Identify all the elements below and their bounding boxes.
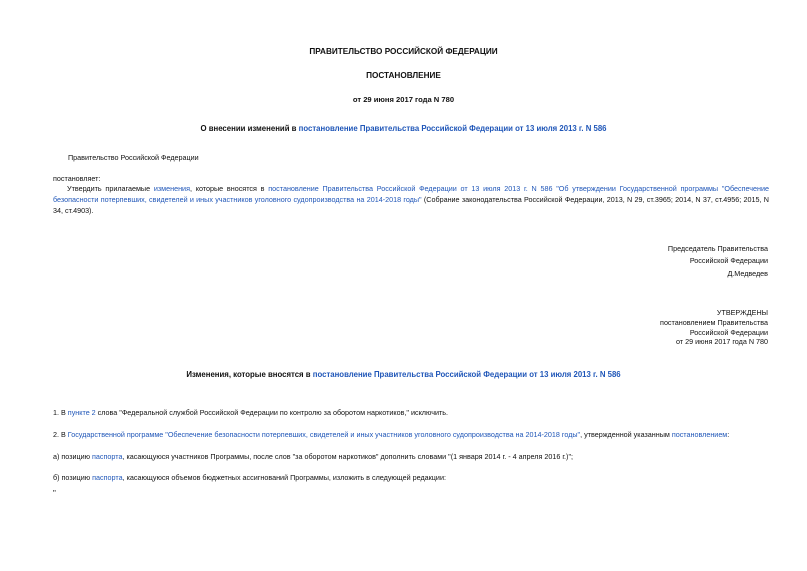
approval-line-2: постановлением Правительства (660, 317, 768, 327)
approval-line-3: Российской Федерации (689, 327, 768, 337)
item-3-prefix: а) позицию (53, 452, 93, 461)
item-2-prefix: 2. В (53, 430, 68, 439)
approval-line-4: от 29 июня 2017 года N 780 (675, 337, 768, 347)
subject-prefix: О внесении изменений в (200, 124, 299, 133)
document-type: ПОСТАНОВЛЕНИЕ (366, 71, 441, 80)
item-4-prefix: б) позицию (53, 473, 93, 482)
para-end: (Собрание законодательства Российской Федерации, 2013, N 29, ст.3965; 2014, N 37, ст.4956; 2015, N 34, ст.4903). (53, 195, 769, 216)
list-item-4 (53, 473, 446, 482)
document-subject (0, 124, 807, 133)
changes-title (0, 370, 807, 379)
approval-line-1: УТВЕРЖДЕНЫ (716, 308, 768, 317)
para-mid: , которые вносятся в (189, 184, 269, 193)
item-3-passport-link[interactable]: паспорта (92, 452, 123, 461)
item-2-text: , утвержденной указанным (580, 430, 672, 439)
item-2-colon: : (727, 430, 730, 439)
signature-block (668, 243, 768, 280)
signature-title: Председатель Правительства (667, 244, 768, 253)
decrees-text: постановляет: (53, 174, 101, 183)
list-item-1 (53, 408, 448, 417)
main-paragraph (53, 183, 769, 217)
para-start: Утвердить прилагаемые (67, 184, 154, 193)
changes-link[interactable]: изменения (153, 184, 190, 193)
item-1-prefix: 1. В (53, 408, 68, 417)
item-1-text: слова "Федеральной службой Российской Федерации по контролю за оборотом наркотиков," исключить. (95, 408, 449, 417)
opening-quote: " (53, 489, 56, 498)
resolution-link[interactable]: постановление Правительства Российской Федерации от 13 июля 2013 г. N 586 "Об утверждении Государственной программы "Обеспечение безопасности потерпевших, свидетелей и иных участников уголовного судопроизводства на 2014-2018 годы" (53, 184, 769, 205)
item-4-passport-link[interactable]: паспорта (92, 473, 123, 482)
changes-title-prefix: Изменения, которые вносятся в (186, 370, 313, 379)
item-2-resolution-link[interactable]: постановлением (671, 430, 728, 439)
item-3-text: , касающуюся участников Программы, после слов "за оборотом наркотиков" дополнить словами "(1 января 2014 г. - 4 апреля 2016 г.)"; (122, 452, 573, 461)
issuing-authority: ПРАВИТЕЛЬСТВО РОССИЙСКОЙ ФЕДЕРАЦИИ (309, 47, 498, 56)
document-date: от 29 июня 2017 года N 780 (352, 95, 455, 104)
signature-country: Российской Федерации (689, 256, 768, 266)
government-text: Правительство Российской Федерации (68, 153, 199, 162)
changes-title-link[interactable]: постановление Правительства Российской Федерации от 13 июля 2013 г. N 586 (312, 370, 621, 379)
list-item-2 (53, 430, 729, 439)
item-4-text: , касающуюся объемов бюджетных ассигнований Программы, изложить в следующей редакции: (122, 473, 446, 482)
list-item-3 (53, 452, 573, 461)
signature-name: Д.Медведев (727, 268, 768, 278)
item-2-program-link[interactable]: Государственной программе "Обеспечение безопасности потерпевших, свидетелей и иных участников уголовного судопроизводства на 2014-2018 годы" (67, 430, 581, 439)
approval-block (660, 308, 768, 347)
subject-link[interactable]: постановление Правительства Российской Федерации от 13 июля 2013 г. N 586 (298, 124, 607, 133)
item-1-link[interactable]: пункте 2 (67, 408, 96, 417)
